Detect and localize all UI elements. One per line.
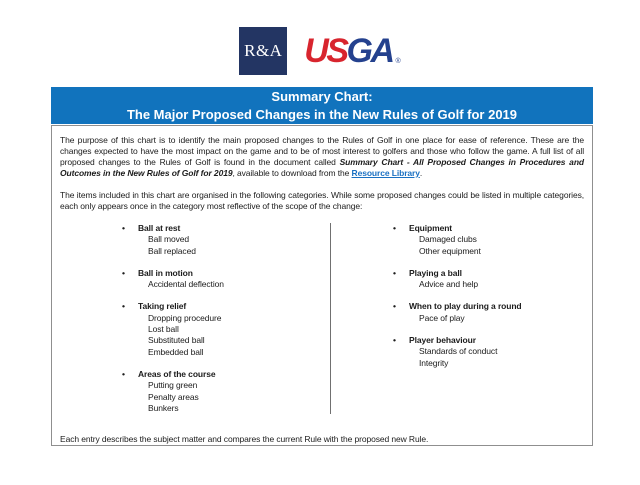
category-columns xyxy=(60,223,584,414)
category-title-text: Equipment xyxy=(409,223,453,233)
category-group-playing-a-ball xyxy=(393,268,584,291)
intro-paragraph-1 xyxy=(60,135,584,179)
usga-logo-ga-text: GA xyxy=(346,32,393,70)
category-title-text: Areas of the course xyxy=(138,368,216,379)
category-group-equipment xyxy=(393,223,584,257)
usga-logo-us-text: US xyxy=(304,32,347,70)
category-item: Ball replaced xyxy=(148,245,196,256)
category-title-text: When to play during a round xyxy=(409,301,522,312)
category-title-text: Taking relief xyxy=(138,301,187,312)
intro-p1-text: The purpose of this chart is to identify the main proposed changes to the Rules of Golf in one place for ease of reference. These are the changes expected to have the most impact on the game and to be of most interest to golfers and those who follow the game. A full list of all proposed changes to the Rules of Golf is found in the document called xyxy=(60,135,584,167)
bullet-icon: • xyxy=(122,223,125,233)
category-title-text: Playing a ball xyxy=(409,267,462,278)
bullet-icon: • xyxy=(122,301,125,312)
ra-logo-text: R&A xyxy=(244,41,283,60)
content-box xyxy=(51,125,593,446)
category-title-text: Ball at rest xyxy=(138,223,181,233)
bullet-icon: • xyxy=(393,301,396,312)
category-title-text: Ball in motion xyxy=(138,267,193,278)
category-item: Substituted ball xyxy=(148,335,205,346)
category-column-left xyxy=(60,223,330,414)
category-item: Bunkers xyxy=(148,402,179,413)
category-item: Dropping procedure xyxy=(148,312,222,323)
category-group-ball-in-motion xyxy=(122,268,330,291)
category-item: Standards of conduct xyxy=(419,346,498,357)
category-item: Damaged clubs xyxy=(419,234,477,245)
title-banner xyxy=(51,87,593,124)
resource-library-link[interactable]: Resource Library xyxy=(351,168,420,178)
banner-title-line1: Summary Chart: xyxy=(271,89,373,104)
bullet-icon: • xyxy=(393,223,396,233)
banner-title-line2: The Major Proposed Changes in the New Rules of Golf for 2019 xyxy=(126,106,518,122)
category-title xyxy=(393,223,584,234)
intro-paragraph-2: The items included in this chart are organised in the following categories. While some proposed changes could be listed in multiple categories, each only appears once in the category most reflective of the scope of the change: xyxy=(60,190,584,211)
referenced-document-title: Summary Chart - All Proposed Changes in Procedures and Outcomes in the New Rules of Golf for 2019 xyxy=(60,157,584,178)
ra-logo xyxy=(239,27,287,75)
category-title xyxy=(122,301,330,312)
category-group-taking-relief xyxy=(122,301,330,357)
category-title xyxy=(122,268,330,279)
category-item: Penalty areas xyxy=(148,391,199,402)
category-group-ball-at-rest xyxy=(122,223,330,257)
bullet-icon: • xyxy=(393,267,396,278)
category-group-when-to-play xyxy=(393,301,584,324)
intro-p1-period: . xyxy=(419,168,423,178)
category-group-areas-of-the-course xyxy=(122,369,330,414)
category-item: Accidental deflection xyxy=(148,279,224,290)
intro-p1-text2: , available to download from the xyxy=(232,168,352,178)
bullet-icon: • xyxy=(122,267,125,278)
category-title-text: Player behaviour xyxy=(409,335,476,346)
bullet-icon: • xyxy=(393,335,396,346)
category-column-right xyxy=(331,223,584,414)
usga-logo xyxy=(304,34,400,68)
category-title xyxy=(393,335,584,346)
bullet-icon: • xyxy=(122,368,125,379)
category-title xyxy=(393,301,584,312)
category-title xyxy=(122,223,330,234)
footer-note: Each entry describes the subject matter and compares the current Rule with the proposed new Rule. xyxy=(60,434,429,444)
category-item: Other equipment xyxy=(419,245,481,256)
category-item: Integrity xyxy=(419,357,449,368)
category-item: Putting green xyxy=(148,380,198,391)
category-title xyxy=(393,268,584,279)
category-item: Embedded ball xyxy=(148,346,204,357)
category-item: Lost ball xyxy=(148,324,179,335)
category-item: Ball moved xyxy=(148,234,190,245)
registered-trademark-icon: ® xyxy=(395,58,401,65)
logo-row xyxy=(0,27,640,75)
category-title xyxy=(122,369,330,380)
category-group-player-behaviour xyxy=(393,335,584,369)
category-item: Advice and help xyxy=(419,279,478,290)
category-item: Pace of play xyxy=(419,312,465,323)
